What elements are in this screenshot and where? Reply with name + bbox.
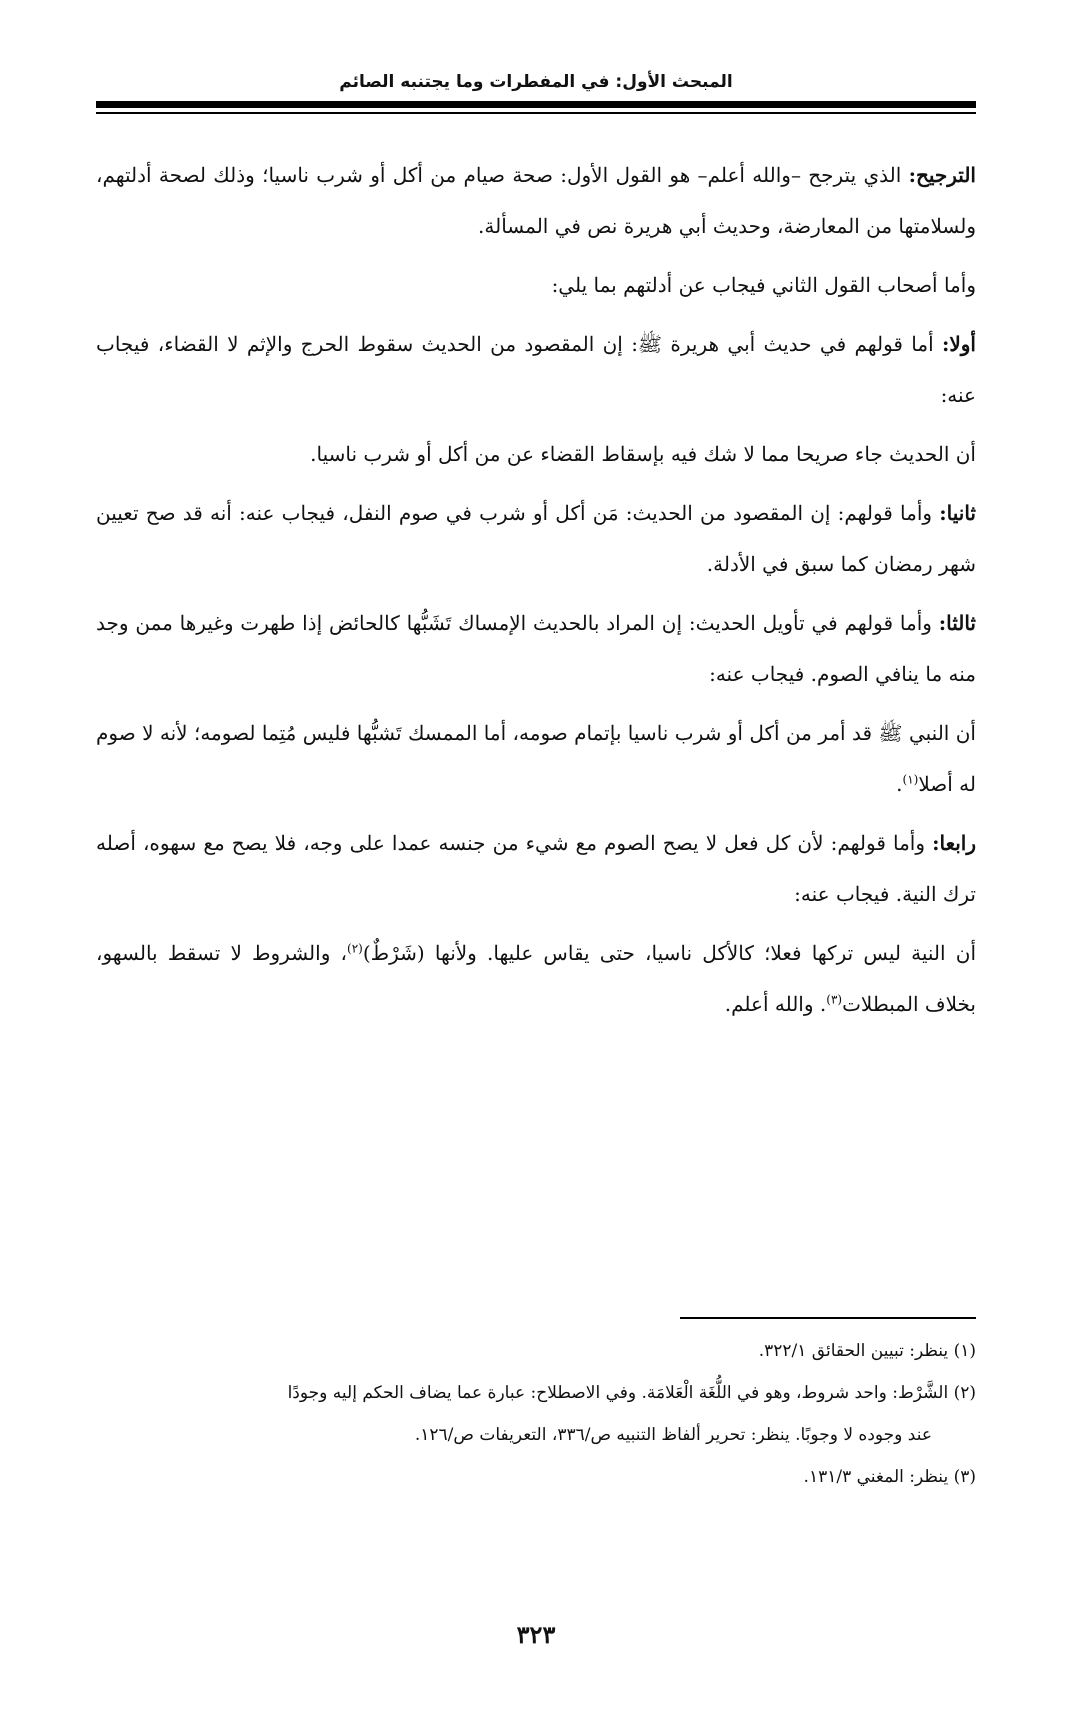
paragraph-lead: ثالثا: [938, 611, 976, 635]
running-header: المبحث الأول: في المفطرات وما يجتنبه الصائم [339, 72, 733, 92]
paragraph-text: أن الحديث جاء صريحا مما لا شك فيه بإسقاط القضاء عن من أكل أو شرب ناسيا. [310, 442, 976, 466]
footnote-item [96, 1456, 976, 1498]
paragraph-lead: ثانيا: [939, 501, 976, 525]
footnote-continuation [96, 1414, 976, 1456]
paragraph-text-end: . والله أعلم. [724, 992, 827, 1016]
paragraph-text: وأما أصحاب القول الثاني فيجاب عن أدلتهم بما يلي: [551, 273, 976, 297]
paragraph-lead: رابعا: [932, 831, 976, 855]
paragraph-text: وأما قولهم: لأن كل فعل لا يصح الصوم مع شيء من جنسه عمدا على وجه، فلا يصح مع سهوه، أصله ترك النية. فيجاب عنه: [96, 831, 976, 906]
footnote-item [96, 1330, 976, 1372]
paragraph-third [96, 598, 976, 700]
paragraph-text: أن النية ليس تركها فعلا؛ كالأكل ناسيا، حتى يقاس عليها. ولأنها (شَرْطٌ) [362, 941, 976, 965]
header-rule-thin [96, 112, 976, 114]
footnote-text: ينظر: تبيين الحقائق ٣٢٢/١. [758, 1341, 949, 1361]
footnote-number: (١) [953, 1341, 976, 1361]
paragraph-text: الذي يترجح –والله أعلم– هو القول الأول: صحة صيام من أكل أو شرب ناسيا؛ وذلك لصحة أدلتهم، ولسلامتها من المعارضة، وحديث أبي هريرة نص في المسألة. [96, 163, 976, 238]
paragraph-first [96, 319, 976, 421]
page-number: ٣٢٣ [516, 1620, 556, 1649]
paragraph-second [96, 488, 976, 590]
paragraph-fourth-answer [96, 928, 976, 1030]
paragraph-lead: أولا: [941, 332, 976, 356]
paragraph-text-end: . [896, 772, 903, 796]
footnote-item [96, 1372, 976, 1414]
footnote-text: الشَّرْط: واحد شروط، وهو في اللُّغَة الْعَلامَة. وفي الاصطلاح: عبارة عما يضاف الحكم إليه وجودًا [287, 1383, 949, 1403]
footnote-text: عند وجوده لا وجوبًا. ينظر: تحرير ألفاظ التنبيه ص/٣٣٦، التعريفات ص/١٢٦. [414, 1425, 932, 1445]
footnote-ref: (١) [902, 772, 919, 787]
paragraph-text: وأما قولهم: إن المقصود من الحديث: مَن أكل أو شرب في صوم النفل، فيجاب عنه: أنه قد صح تعيين شهر رمضان كما سبق في الأدلة. [96, 501, 976, 576]
paragraph-text: وأما قولهم في تأويل الحديث: إن المراد بالحديث الإمساك تَشَبُّها كالحائض إذا طهرت وغيرها ممن وجد منه ما ينافي الصوم. فيجاب عنه: [96, 611, 976, 686]
footnote-ref: (٢) [347, 941, 363, 956]
paragraph-fourth [96, 818, 976, 920]
main-text [96, 150, 976, 1038]
footnote-ref: (٣) [826, 992, 843, 1007]
paragraph-text-mid: ، والشروط لا تسقط بالسهو، بخلاف المبطلات [96, 941, 976, 1016]
header-rule-thick [96, 101, 976, 108]
paragraph-first-answer [96, 429, 976, 480]
footnote-number: (٣) [953, 1467, 976, 1487]
footnote-number: (٢) [953, 1383, 976, 1403]
paragraph-tarjih [96, 150, 976, 252]
paragraph-lead: الترجيح: [908, 163, 976, 187]
paragraph-intro [96, 260, 976, 311]
footnote-separator [680, 1317, 976, 1319]
paragraph-text: أن النبي ﷺ قد أمر من أكل أو شرب ناسيا بإتمام صومه، أما الممسك تَشبُّها فليس مُتِما لصومه؛ لأنه لا صوم له أصلا [96, 721, 976, 796]
paragraph-text: أما قولهم في حديث أبي هريرة ﷺ: إن المقصود من الحديث سقوط الحرج والإثم لا القضاء، فيجاب عنه: [96, 332, 976, 407]
footnote-text: ينظر: المغني ١٣١/٣. [803, 1467, 949, 1487]
paragraph-third-answer [96, 708, 976, 810]
footnotes [96, 1330, 976, 1498]
